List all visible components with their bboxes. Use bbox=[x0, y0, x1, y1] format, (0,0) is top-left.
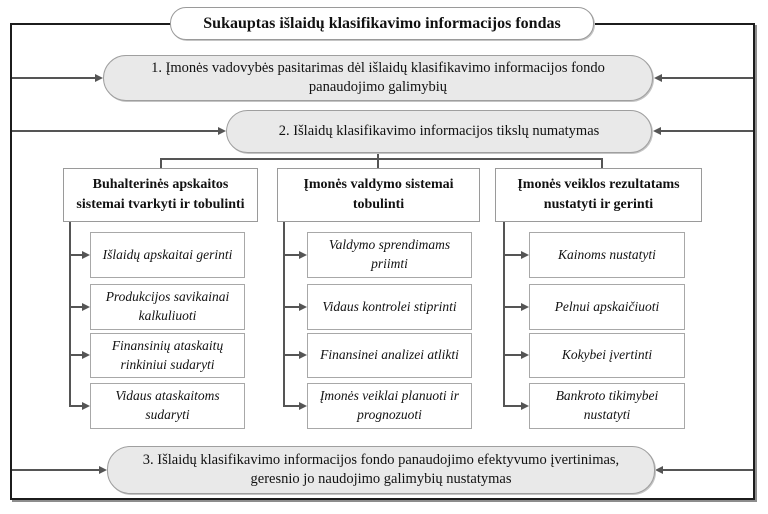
arrow-col2-item4-icon bbox=[283, 405, 300, 407]
goal-item: Vidaus kontrolei stiprinti bbox=[307, 284, 472, 330]
arrow-right-into-step3-icon bbox=[662, 469, 753, 471]
arrow-left-into-step1-icon bbox=[12, 77, 96, 79]
connector-branch-bar bbox=[160, 158, 603, 160]
column-header-results: Įmonės veiklos rezultatams nustatyti ir gerinti bbox=[495, 168, 702, 222]
arrow-left-into-step2-icon bbox=[12, 130, 219, 132]
arrow-col2-item1-icon bbox=[283, 254, 300, 256]
goal-item: Vidaus ataskaitoms sudaryti bbox=[90, 383, 245, 429]
goal-item: Kokybei įvertinti bbox=[529, 333, 685, 378]
step-3-box: 3. Išlaidų klasifikavimo informacijos fondo panaudojimo efektyvumo įvertinimas, geresnio jo naudojimo galimybių nustatymas bbox=[107, 446, 655, 494]
spine-col2 bbox=[283, 222, 285, 407]
goal-item: Valdymo sprendimams priimti bbox=[307, 232, 472, 278]
arrow-col2-item3-icon bbox=[283, 354, 300, 356]
arrow-right-into-step2-icon bbox=[660, 130, 753, 132]
arrow-col1-item4-icon bbox=[69, 405, 83, 407]
arrow-col1-item2-icon bbox=[69, 306, 83, 308]
arrow-col3-item3-icon bbox=[503, 354, 522, 356]
goal-item: Kainoms nustatyti bbox=[529, 232, 685, 278]
spine-col1 bbox=[69, 222, 71, 407]
goal-item: Finansinei analizei atlikti bbox=[307, 333, 472, 378]
step-2-box: 2. Išlaidų klasifikavimo informacijos tikslų numatymas bbox=[226, 110, 652, 153]
step-1-box: 1. Įmonės vadovybės pasitarimas dėl išlaidų klasifikavimo informacijos fondo panaudojimo galimybių bbox=[103, 55, 653, 101]
spine-col3 bbox=[503, 222, 505, 407]
goal-item: Bankroto tikimybei nustatyti bbox=[529, 383, 685, 429]
column-header-management: Įmonės valdymo sistemai tobulinti bbox=[277, 168, 480, 222]
arrow-col3-item2-icon bbox=[503, 306, 522, 308]
arrow-col3-item4-icon bbox=[503, 405, 522, 407]
goal-item: Produkcijos savikainai kalkuliuoti bbox=[90, 284, 245, 330]
arrow-col3-item1-icon bbox=[503, 254, 522, 256]
diagram-title: Sukauptas išlaidų klasifikavimo informacijos fondas bbox=[170, 7, 594, 40]
goal-item: Finansinių ataskaitų rinkiniui sudaryti bbox=[90, 333, 245, 378]
arrow-right-into-step1-icon bbox=[661, 77, 753, 79]
arrow-col1-item1-icon bbox=[69, 254, 83, 256]
column-header-accounting: Buhalterinės apskaitos sistemai tvarkyti ir tobulinti bbox=[63, 168, 258, 222]
goal-item: Įmonės veiklai planuoti ir prognozuoti bbox=[307, 383, 472, 429]
arrow-left-into-step3-icon bbox=[12, 469, 100, 471]
arrow-col1-item3-icon bbox=[69, 354, 83, 356]
arrow-col2-item2-icon bbox=[283, 306, 300, 308]
goal-item: Išlaidų apskaitai gerinti bbox=[90, 232, 245, 278]
goal-item: Pelnui apskaičiuoti bbox=[529, 284, 685, 330]
